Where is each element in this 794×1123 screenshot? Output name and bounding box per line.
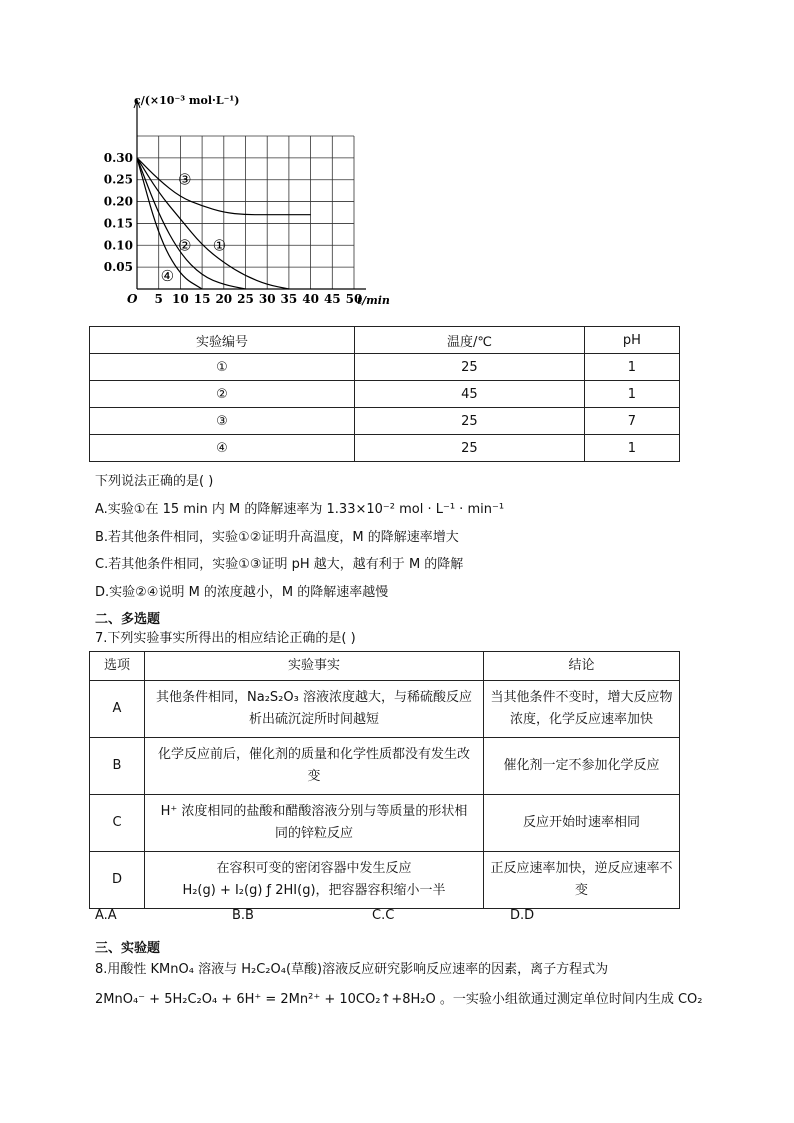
table-row [90, 381, 680, 408]
table-cell: ③ [90, 408, 355, 435]
table-cell: 25 [355, 408, 585, 435]
table-cell: 45 [355, 381, 585, 408]
table-row [90, 408, 680, 435]
option-cell: B [90, 738, 145, 795]
y-tick-label: 0.15 [103, 216, 133, 231]
fact-cell: 化学反应前后，催化剂的质量和化学性质都没有发生改变 [145, 738, 484, 795]
option-cell: D [90, 852, 145, 909]
header-cell: 实验事实 [145, 652, 484, 681]
fact-equation: H₂(g) + I₂(g) ƒ 2HI(g)，把容器容积缩小一半 [182, 883, 446, 898]
table-cell: 1 [584, 381, 679, 408]
origin-label: O [127, 292, 138, 306]
table-row [90, 795, 680, 852]
conclusion-cell: 催化剂一定不参加化学反应 [484, 738, 680, 795]
table-cell: 25 [355, 354, 585, 381]
series-label-1: ① [212, 236, 227, 255]
x-tick-label: 25 [237, 292, 254, 306]
section-heading-multi-choice: 二、多选题 [95, 612, 161, 627]
option-cell: A [90, 681, 145, 738]
series-label-3: ③ [178, 170, 192, 189]
series-label-4: ④ [160, 266, 175, 285]
q6-stem: 下列说法正确的是( ) [95, 474, 214, 489]
table-row [90, 852, 680, 909]
conclusion-cell: 正反应速率加快，逆反应速率不变 [484, 852, 680, 909]
y-tick-label: 0.25 [103, 172, 133, 187]
header-cell: pH [584, 327, 679, 354]
table-cell: ① [90, 354, 355, 381]
x-tick-label: 35 [280, 292, 298, 306]
table-row [90, 681, 680, 738]
x-tick-label: 45 [323, 292, 341, 306]
q6-option-b: B.若其他条件相同，实验①②证明升高温度，M 的降解速率增大 [95, 530, 459, 545]
option-cell: C [90, 795, 145, 852]
table-cell: 7 [584, 408, 679, 435]
q7-choice-c: C.C [372, 908, 395, 923]
x-axis-label: t/min [357, 294, 390, 307]
fact-cell: 其他条件相同，Na₂S₂O₃ 溶液浓度越大，与稀硫酸反应析出硫沉淀所时间越短 [145, 681, 484, 738]
q7-choice-d: D.D [510, 908, 535, 923]
x-tick-label: 15 [193, 292, 211, 306]
series-label-2: ② [178, 236, 192, 255]
q7-choice-a: A.A [95, 908, 117, 923]
q6-option-d: D.实验②④说明 M 的浓度越小，M 的降解速率越慢 [95, 585, 389, 600]
degradation-chart [100, 92, 390, 314]
header-cell: 温度/℃ [355, 327, 585, 354]
x-tick-label: 40 [302, 292, 319, 306]
header-cell: 结论 [484, 652, 680, 681]
table-cell: ② [90, 381, 355, 408]
q7-stem: 7.下列实验事实所得出的相应结论正确的是( ) [95, 631, 356, 646]
q6-option-a: A.实验①在 15 min 内 M 的降解速率为 1.33×10⁻² mol · L⁻¹ · min⁻¹ [95, 502, 505, 517]
fact-line: 在容积可变的密闭容器中发生反应 [216, 861, 412, 876]
x-tick-label: 50 [345, 292, 363, 306]
q6-option-c: C.若其他条件相同，实验①③证明 pH 越大，越有利于 M 的降解 [95, 557, 464, 572]
q8-line2: 2MnO₄⁻ + 5H₂C₂O₄ + 6H⁺ = 2Mn²⁺ + 10CO₂↑+8H₂O 。一实验小组欲通过测定单位时间内生成 CO₂ [95, 992, 703, 1007]
x-tick-label: 5 [154, 292, 163, 306]
header-cell: 选项 [90, 652, 145, 681]
section-heading-experiment: 三、实验题 [95, 941, 161, 956]
table-cell: ④ [90, 435, 355, 462]
table-cell: 1 [584, 354, 679, 381]
q7-choice-b: B.B [232, 908, 254, 923]
x-tick-label: 10 [172, 292, 189, 306]
x-tick-label: 20 [215, 292, 233, 306]
y-tick-label: 0.05 [103, 260, 133, 275]
table-header-row [90, 652, 680, 681]
y-tick-label: 0.30 [103, 150, 133, 165]
table-row [90, 354, 680, 381]
q8-line1: 8.用酸性 KMnO₄ 溶液与 H₂C₂O₄(草酸)溶液反应研究影响反应速率的因素，离子方程式为 [95, 962, 609, 977]
x-tick-label: 30 [258, 292, 276, 306]
conclusion-cell: 当其他条件不变时，增大反应物浓度，化学反应速率加快 [484, 681, 680, 738]
conditions-table [89, 326, 680, 462]
fact-cell: H⁺ 浓度相同的盐酸和醋酸溶液分别与等质量的形状相同的锌粒反应 [145, 795, 484, 852]
table-cell: 25 [355, 435, 585, 462]
y-axis-label: c/(×10⁻³ mol·L⁻¹) [134, 94, 240, 107]
table-row [90, 738, 680, 795]
table-header-row [90, 327, 680, 354]
header-cell: 实验编号 [90, 327, 355, 354]
table-cell: 1 [584, 435, 679, 462]
y-tick-label: 0.20 [103, 194, 133, 209]
y-tick-label: 0.10 [103, 238, 133, 253]
fact-cell [145, 852, 484, 909]
q7-table [89, 651, 680, 909]
table-row [90, 435, 680, 462]
conclusion-cell: 反应开始时速率相同 [484, 795, 680, 852]
